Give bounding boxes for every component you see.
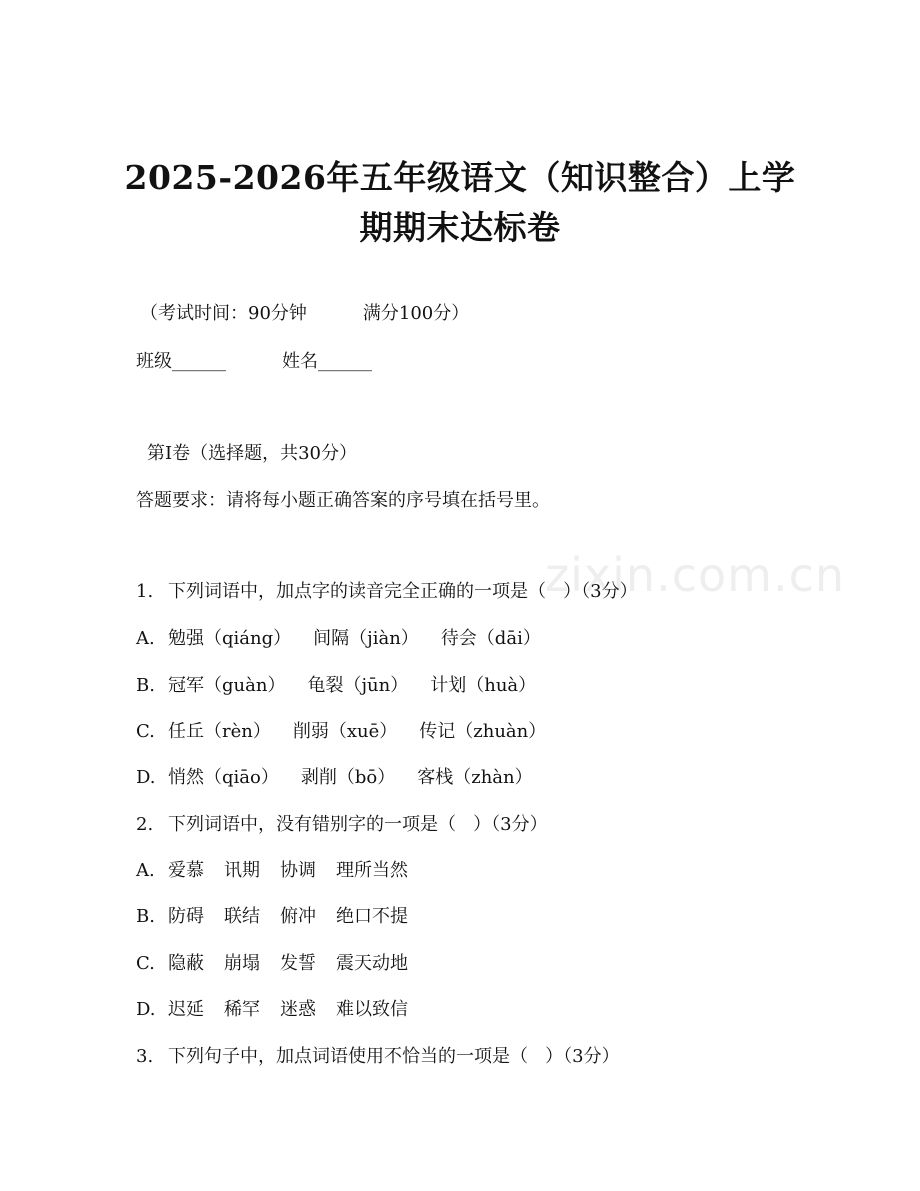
option-letter: C.	[136, 953, 155, 974]
section-heading: 第Ⅰ卷（选择题，共30分）	[147, 443, 358, 464]
question-2-option-a	[136, 859, 408, 883]
option-letter: D.	[136, 999, 156, 1020]
option-item: 冠军（guàn）	[168, 675, 286, 696]
question-1-option-b	[136, 674, 536, 698]
option-item: 爱慕	[168, 860, 204, 881]
question-2-option-c	[136, 952, 408, 976]
option-item: 协调	[280, 860, 316, 881]
name-field: 姓名______	[282, 351, 372, 372]
option-letter: B.	[136, 906, 155, 927]
option-letter: B.	[136, 675, 155, 696]
option-letter: D.	[136, 767, 156, 788]
option-item: 稀罕	[224, 999, 260, 1020]
option-item: 客栈（zhàn）	[417, 767, 533, 788]
exam-time: （考试时间：90分钟	[140, 303, 307, 324]
question-text: 下列句子中，加点词语使用不恰当的一项是（ ）（3分）	[168, 1046, 620, 1067]
option-item: 传记（zhuàn）	[419, 721, 547, 742]
exam-title-line-1: 2025-2026年五年级语文（知识整合）上学	[124, 158, 796, 197]
option-item: 讯期	[224, 860, 260, 881]
student-info	[136, 350, 372, 374]
option-item: 难以致信	[336, 999, 408, 1020]
class-field: 班级______	[136, 351, 226, 372]
option-item: 待会（dāi）	[440, 628, 541, 649]
option-letter: A.	[136, 860, 155, 881]
question-number: 2.	[136, 814, 154, 835]
option-item: 削弱（xuē）	[292, 721, 398, 742]
option-item: 龟裂（jūn）	[307, 675, 409, 696]
option-item: 绝口不提	[336, 906, 408, 927]
question-2	[136, 813, 548, 837]
option-item: 发誓	[280, 953, 316, 974]
option-item: 隐蔽	[168, 953, 204, 974]
option-item: 悄然（qiāo）	[168, 767, 279, 788]
question-3	[136, 1045, 620, 1069]
option-item: 防碍	[168, 906, 204, 927]
question-1-option-a	[136, 627, 541, 651]
option-item: 间隔（jiàn）	[313, 628, 419, 649]
option-item: 任丘（rèn）	[168, 721, 271, 742]
question-2-option-b	[136, 905, 408, 929]
instructions: 答题要求：请将每小题正确答案的序号填在括号里。	[136, 490, 550, 511]
question-number: 3.	[136, 1046, 154, 1067]
option-item: 震天动地	[336, 953, 408, 974]
watermark: zixin.com.cn	[545, 548, 846, 602]
exam-title-line-2: 期期末达标卷	[359, 208, 561, 247]
question-text: 下列词语中，没有错别字的一项是（ ）（3分）	[168, 814, 548, 835]
option-item: 俯冲	[280, 906, 316, 927]
question-number: 1.	[136, 581, 154, 602]
option-letter: A.	[136, 628, 155, 649]
option-item: 理所当然	[336, 860, 408, 881]
full-marks: 满分100分）	[362, 303, 470, 324]
question-1-option-d	[136, 766, 533, 790]
option-letter: C.	[136, 721, 155, 742]
question-2-option-d	[136, 998, 408, 1022]
option-item: 勉强（qiáng）	[168, 628, 292, 649]
option-item: 迟延	[168, 999, 204, 1020]
option-item: 迷惑	[280, 999, 316, 1020]
question-1	[136, 580, 638, 604]
question-1-option-c	[136, 720, 546, 744]
question-text: 下列词语中，加点字的读音完全正确的一项是（ ）（3分）	[168, 581, 638, 602]
option-item: 剥削（bō）	[300, 767, 396, 788]
exam-meta	[140, 302, 469, 326]
option-item: 崩塌	[224, 953, 260, 974]
option-item: 联结	[224, 906, 260, 927]
option-item: 计划（huà）	[430, 675, 537, 696]
